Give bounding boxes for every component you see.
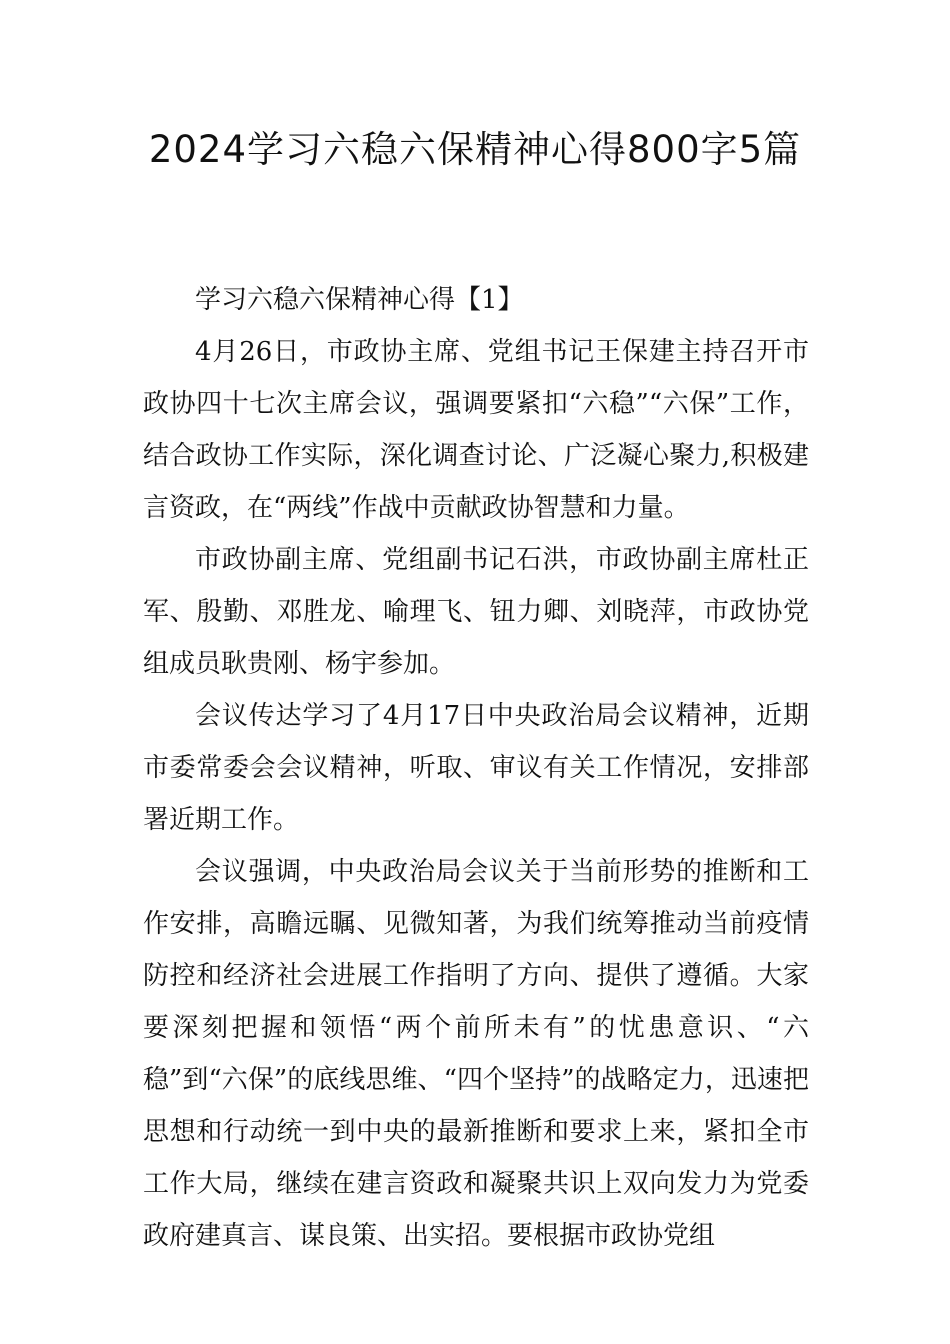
paragraph: 市政协副主席、党组副书记石洪，市政协副主席杜正军、殷勤、邓胜龙、喻理飞、钮力卿、刘晓萍，市政协党组成员耿贵刚、杨宇参加。 bbox=[143, 545, 809, 679]
section-heading: 学习六稳六保精神心得【1】 bbox=[195, 285, 524, 315]
paragraph: 会议强调，中央政治局会议关于当前形势的推断和工作安排，高瞻远瞩、见微知著，为我们统筹推动当前疫情防控和经济社会进展工作指明了方向、提供了遵循。大家要深刻把握和领悟“两个前所未有”的忧患意识、“六稳”到“六保”的底线思维、“四个坚持”的战略定力，迅速把思想和行动统一到中央的最新推断和要求上来，紧扣全市工作大局，继续在建言资政和凝聚共识上双向发力为党委政府建真言、谋良策、出实招。要根据市政协党组 bbox=[143, 857, 809, 1251]
document-title: 2024学习六稳六保精神心得800字5篇 bbox=[148, 128, 802, 171]
paragraph: 会议传达学习了4月17日中央政治局会议精神，近期市委常委会会议精神，听取、审议有关工作情况，安排部署近期工作。 bbox=[143, 701, 809, 835]
document-body bbox=[143, 274, 809, 1262]
paragraph: 4月26日，市政协主席、党组书记王保建主持召开市政协四十七次主席会议，强调要紧扣“六稳”“六保”工作，结合政协工作实际，深化调查讨论、广泛凝心聚力,积极建言资政，在“两线”作战中贡献政协智慧和力量。 bbox=[143, 337, 809, 523]
